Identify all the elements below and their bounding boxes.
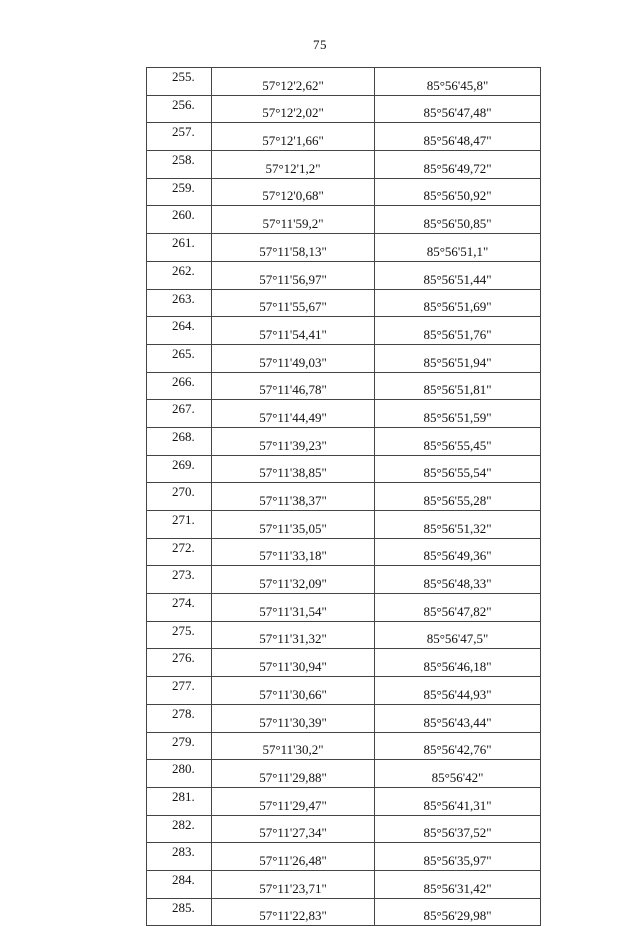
table-row [147, 344, 541, 372]
latitude-cell: 57°11'31,32" [212, 621, 375, 649]
latitude-cell: 57°11'26,48" [212, 843, 375, 871]
latitude-cell: 57°11'29,88" [212, 760, 375, 788]
longitude-cell: 85°56'51,81" [375, 372, 541, 400]
longitude-cell: 85°56'51,69" [375, 289, 541, 317]
longitude-cell: 85°56'47,48" [375, 95, 541, 123]
table-row [147, 511, 541, 539]
coordinates-table [146, 67, 541, 926]
point-number-cell: 261. [147, 234, 212, 262]
latitude-cell: 57°11'23,71" [212, 870, 375, 898]
longitude-cell: 85°56'48,47" [375, 123, 541, 151]
point-number-cell: 269. [147, 455, 212, 483]
table-row [147, 594, 541, 622]
point-number-cell: 259. [147, 178, 212, 206]
point-number-cell: 274. [147, 594, 212, 622]
latitude-cell: 57°11'56,97" [212, 261, 375, 289]
latitude-cell: 57°11'49,03" [212, 344, 375, 372]
table-row [147, 621, 541, 649]
table-row [147, 68, 541, 96]
point-number-cell: 257. [147, 123, 212, 151]
longitude-cell: 85°56'48,33" [375, 566, 541, 594]
point-number-cell: 272. [147, 538, 212, 566]
longitude-cell: 85°56'42" [375, 760, 541, 788]
point-number-cell: 271. [147, 511, 212, 539]
longitude-cell: 85°56'49,36" [375, 538, 541, 566]
longitude-cell: 85°56'51,94" [375, 344, 541, 372]
longitude-cell: 85°56'35,97" [375, 843, 541, 871]
latitude-cell: 57°11'38,37" [212, 483, 375, 511]
table-row [147, 732, 541, 760]
table-row [147, 261, 541, 289]
table-row [147, 95, 541, 123]
latitude-cell: 57°11'30,39" [212, 704, 375, 732]
longitude-cell: 85°56'41,31" [375, 787, 541, 815]
point-number-cell: 281. [147, 787, 212, 815]
longitude-cell: 85°56'50,85" [375, 206, 541, 234]
point-number-cell: 265. [147, 344, 212, 372]
longitude-cell: 85°56'50,92" [375, 178, 541, 206]
table-row [147, 760, 541, 788]
point-number-cell: 255. [147, 68, 212, 96]
table-row [147, 455, 541, 483]
point-number-cell: 279. [147, 732, 212, 760]
table-row [147, 815, 541, 843]
latitude-cell: 57°12'1,2" [212, 151, 375, 179]
longitude-cell: 85°56'47,82" [375, 594, 541, 622]
table-row [147, 566, 541, 594]
point-number-cell: 284. [147, 870, 212, 898]
table-row [147, 234, 541, 262]
table-row [147, 898, 541, 926]
longitude-cell: 85°56'51,59" [375, 400, 541, 428]
table-row [147, 538, 541, 566]
longitude-cell: 85°56'37,52" [375, 815, 541, 843]
longitude-cell: 85°56'45,8" [375, 68, 541, 96]
longitude-cell: 85°56'51,32" [375, 511, 541, 539]
table-row [147, 372, 541, 400]
point-number-cell: 258. [147, 151, 212, 179]
table-row [147, 870, 541, 898]
longitude-cell: 85°56'51,1" [375, 234, 541, 262]
point-number-cell: 275. [147, 621, 212, 649]
latitude-cell: 57°11'30,66" [212, 677, 375, 705]
longitude-cell: 85°56'55,28" [375, 483, 541, 511]
point-number-cell: 270. [147, 483, 212, 511]
longitude-cell: 85°56'49,72" [375, 151, 541, 179]
point-number-cell: 283. [147, 843, 212, 871]
table-row [147, 787, 541, 815]
point-number-cell: 276. [147, 649, 212, 677]
coordinates-table-body [147, 68, 541, 926]
latitude-cell: 57°11'44,49" [212, 400, 375, 428]
longitude-cell: 85°56'42,76" [375, 732, 541, 760]
longitude-cell: 85°56'29,98" [375, 898, 541, 926]
table-row [147, 178, 541, 206]
point-number-cell: 277. [147, 677, 212, 705]
table-row [147, 289, 541, 317]
latitude-cell: 57°11'33,18" [212, 538, 375, 566]
latitude-cell: 57°11'58,13" [212, 234, 375, 262]
latitude-cell: 57°12'2,02" [212, 95, 375, 123]
longitude-cell: 85°56'44,93" [375, 677, 541, 705]
point-number-cell: 256. [147, 95, 212, 123]
point-number-cell: 263. [147, 289, 212, 317]
longitude-cell: 85°56'55,45" [375, 427, 541, 455]
latitude-cell: 57°11'30,2" [212, 732, 375, 760]
point-number-cell: 268. [147, 427, 212, 455]
longitude-cell: 85°56'46,18" [375, 649, 541, 677]
point-number-cell: 264. [147, 317, 212, 345]
point-number-cell: 285. [147, 898, 212, 926]
table-row [147, 400, 541, 428]
latitude-cell: 57°11'59,2" [212, 206, 375, 234]
latitude-cell: 57°11'30,94" [212, 649, 375, 677]
longitude-cell: 85°56'51,76" [375, 317, 541, 345]
longitude-cell: 85°56'55,54" [375, 455, 541, 483]
latitude-cell: 57°11'39,23" [212, 427, 375, 455]
table-row [147, 483, 541, 511]
table-row [147, 677, 541, 705]
point-number-cell: 266. [147, 372, 212, 400]
latitude-cell: 57°12'2,62" [212, 68, 375, 96]
longitude-cell: 85°56'31,42" [375, 870, 541, 898]
longitude-cell: 85°56'47,5" [375, 621, 541, 649]
longitude-cell: 85°56'43,44" [375, 704, 541, 732]
table-row [147, 704, 541, 732]
table-row [147, 427, 541, 455]
page-number: 75 [313, 37, 327, 52]
point-number-cell: 260. [147, 206, 212, 234]
latitude-cell: 57°11'54,41" [212, 317, 375, 345]
latitude-cell: 57°11'22,83" [212, 898, 375, 926]
latitude-cell: 57°11'38,85" [212, 455, 375, 483]
latitude-cell: 57°12'1,66" [212, 123, 375, 151]
point-number-cell: 267. [147, 400, 212, 428]
table-row [147, 123, 541, 151]
latitude-cell: 57°11'27,34" [212, 815, 375, 843]
point-number-cell: 282. [147, 815, 212, 843]
latitude-cell: 57°11'29,47" [212, 787, 375, 815]
latitude-cell: 57°11'35,05" [212, 511, 375, 539]
point-number-cell: 280. [147, 760, 212, 788]
latitude-cell: 57°11'46,78" [212, 372, 375, 400]
point-number-cell: 278. [147, 704, 212, 732]
latitude-cell: 57°11'55,67" [212, 289, 375, 317]
point-number-cell: 273. [147, 566, 212, 594]
table-row [147, 843, 541, 871]
table-row [147, 151, 541, 179]
longitude-cell: 85°56'51,44" [375, 261, 541, 289]
latitude-cell: 57°12'0,68" [212, 178, 375, 206]
latitude-cell: 57°11'31,54" [212, 594, 375, 622]
table-row [147, 206, 541, 234]
latitude-cell: 57°11'32,09" [212, 566, 375, 594]
table-row [147, 649, 541, 677]
table-row [147, 317, 541, 345]
point-number-cell: 262. [147, 261, 212, 289]
